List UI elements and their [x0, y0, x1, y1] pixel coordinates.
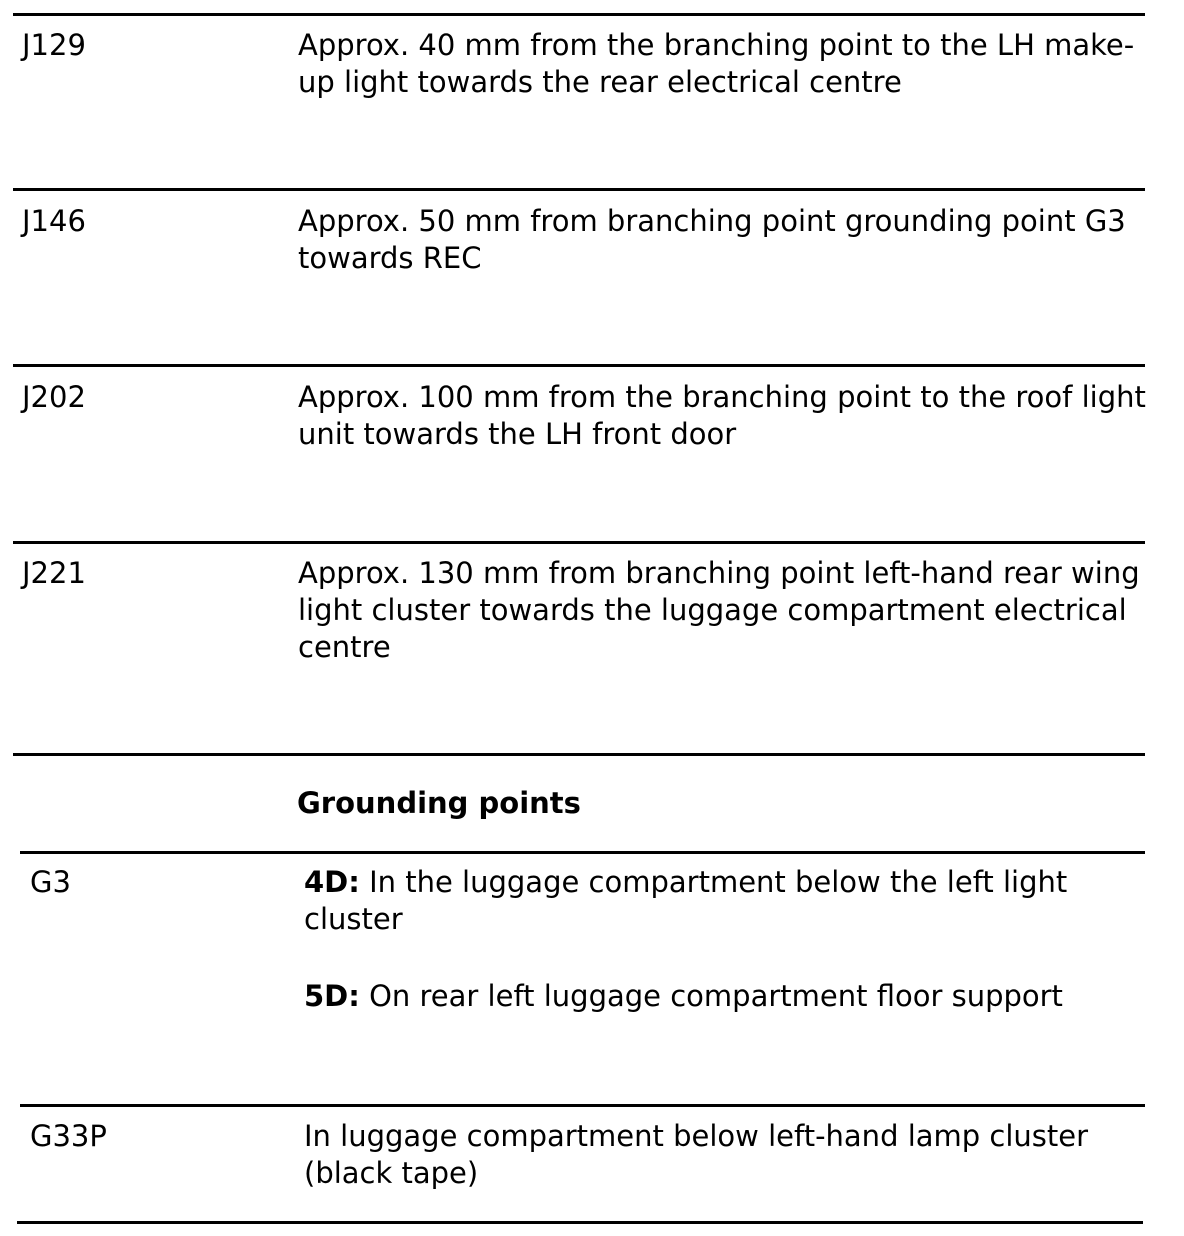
connector-description: Approx. 50 mm from branching point grounding point G3 towards REC: [298, 204, 1126, 275]
connector-code: J129: [22, 28, 86, 62]
connector-description: Approx. 100 mm from the branching point to the roof light unit towards the LH front door: [298, 380, 1146, 451]
row-divider: [13, 13, 1145, 16]
grounding-entry: [304, 864, 1139, 938]
connector-description: Approx. 40 mm from the branching point to the LH make-up light towards the rear electrical centre: [298, 28, 1135, 99]
grounding-code: G33P: [30, 1119, 107, 1153]
connector-description: Approx. 130 mm from branching point left-hand rear wing light cluster towards the luggage compartment electrical centre: [298, 556, 1140, 664]
connector-code: J146: [22, 204, 86, 238]
table-bottom-rule: [17, 1221, 1143, 1224]
row-divider: [20, 851, 1145, 854]
connector-code: J221: [22, 556, 86, 590]
grounding-code: G3: [30, 865, 71, 899]
grounding-description: In luggage compartment below left-hand lamp cluster (black tape): [304, 1119, 1089, 1190]
grounding-description: [304, 864, 1139, 1015]
row-divider: [13, 541, 1145, 544]
section-heading: Grounding points: [297, 786, 581, 820]
grounding-entry-label: 5D:: [304, 979, 360, 1013]
row-divider: [13, 188, 1145, 191]
grounding-entry: [304, 978, 1139, 1015]
row-divider: [20, 1104, 1145, 1107]
grounding-entry-label: 4D:: [304, 865, 360, 899]
connector-code: J202: [22, 380, 86, 414]
grounding-entry-text: In the luggage compartment below the left light cluster: [304, 865, 1068, 936]
row-divider: [13, 364, 1145, 367]
section-divider: [13, 753, 1145, 756]
grounding-entry-text: On rear left luggage compartment floor support: [359, 979, 1063, 1013]
